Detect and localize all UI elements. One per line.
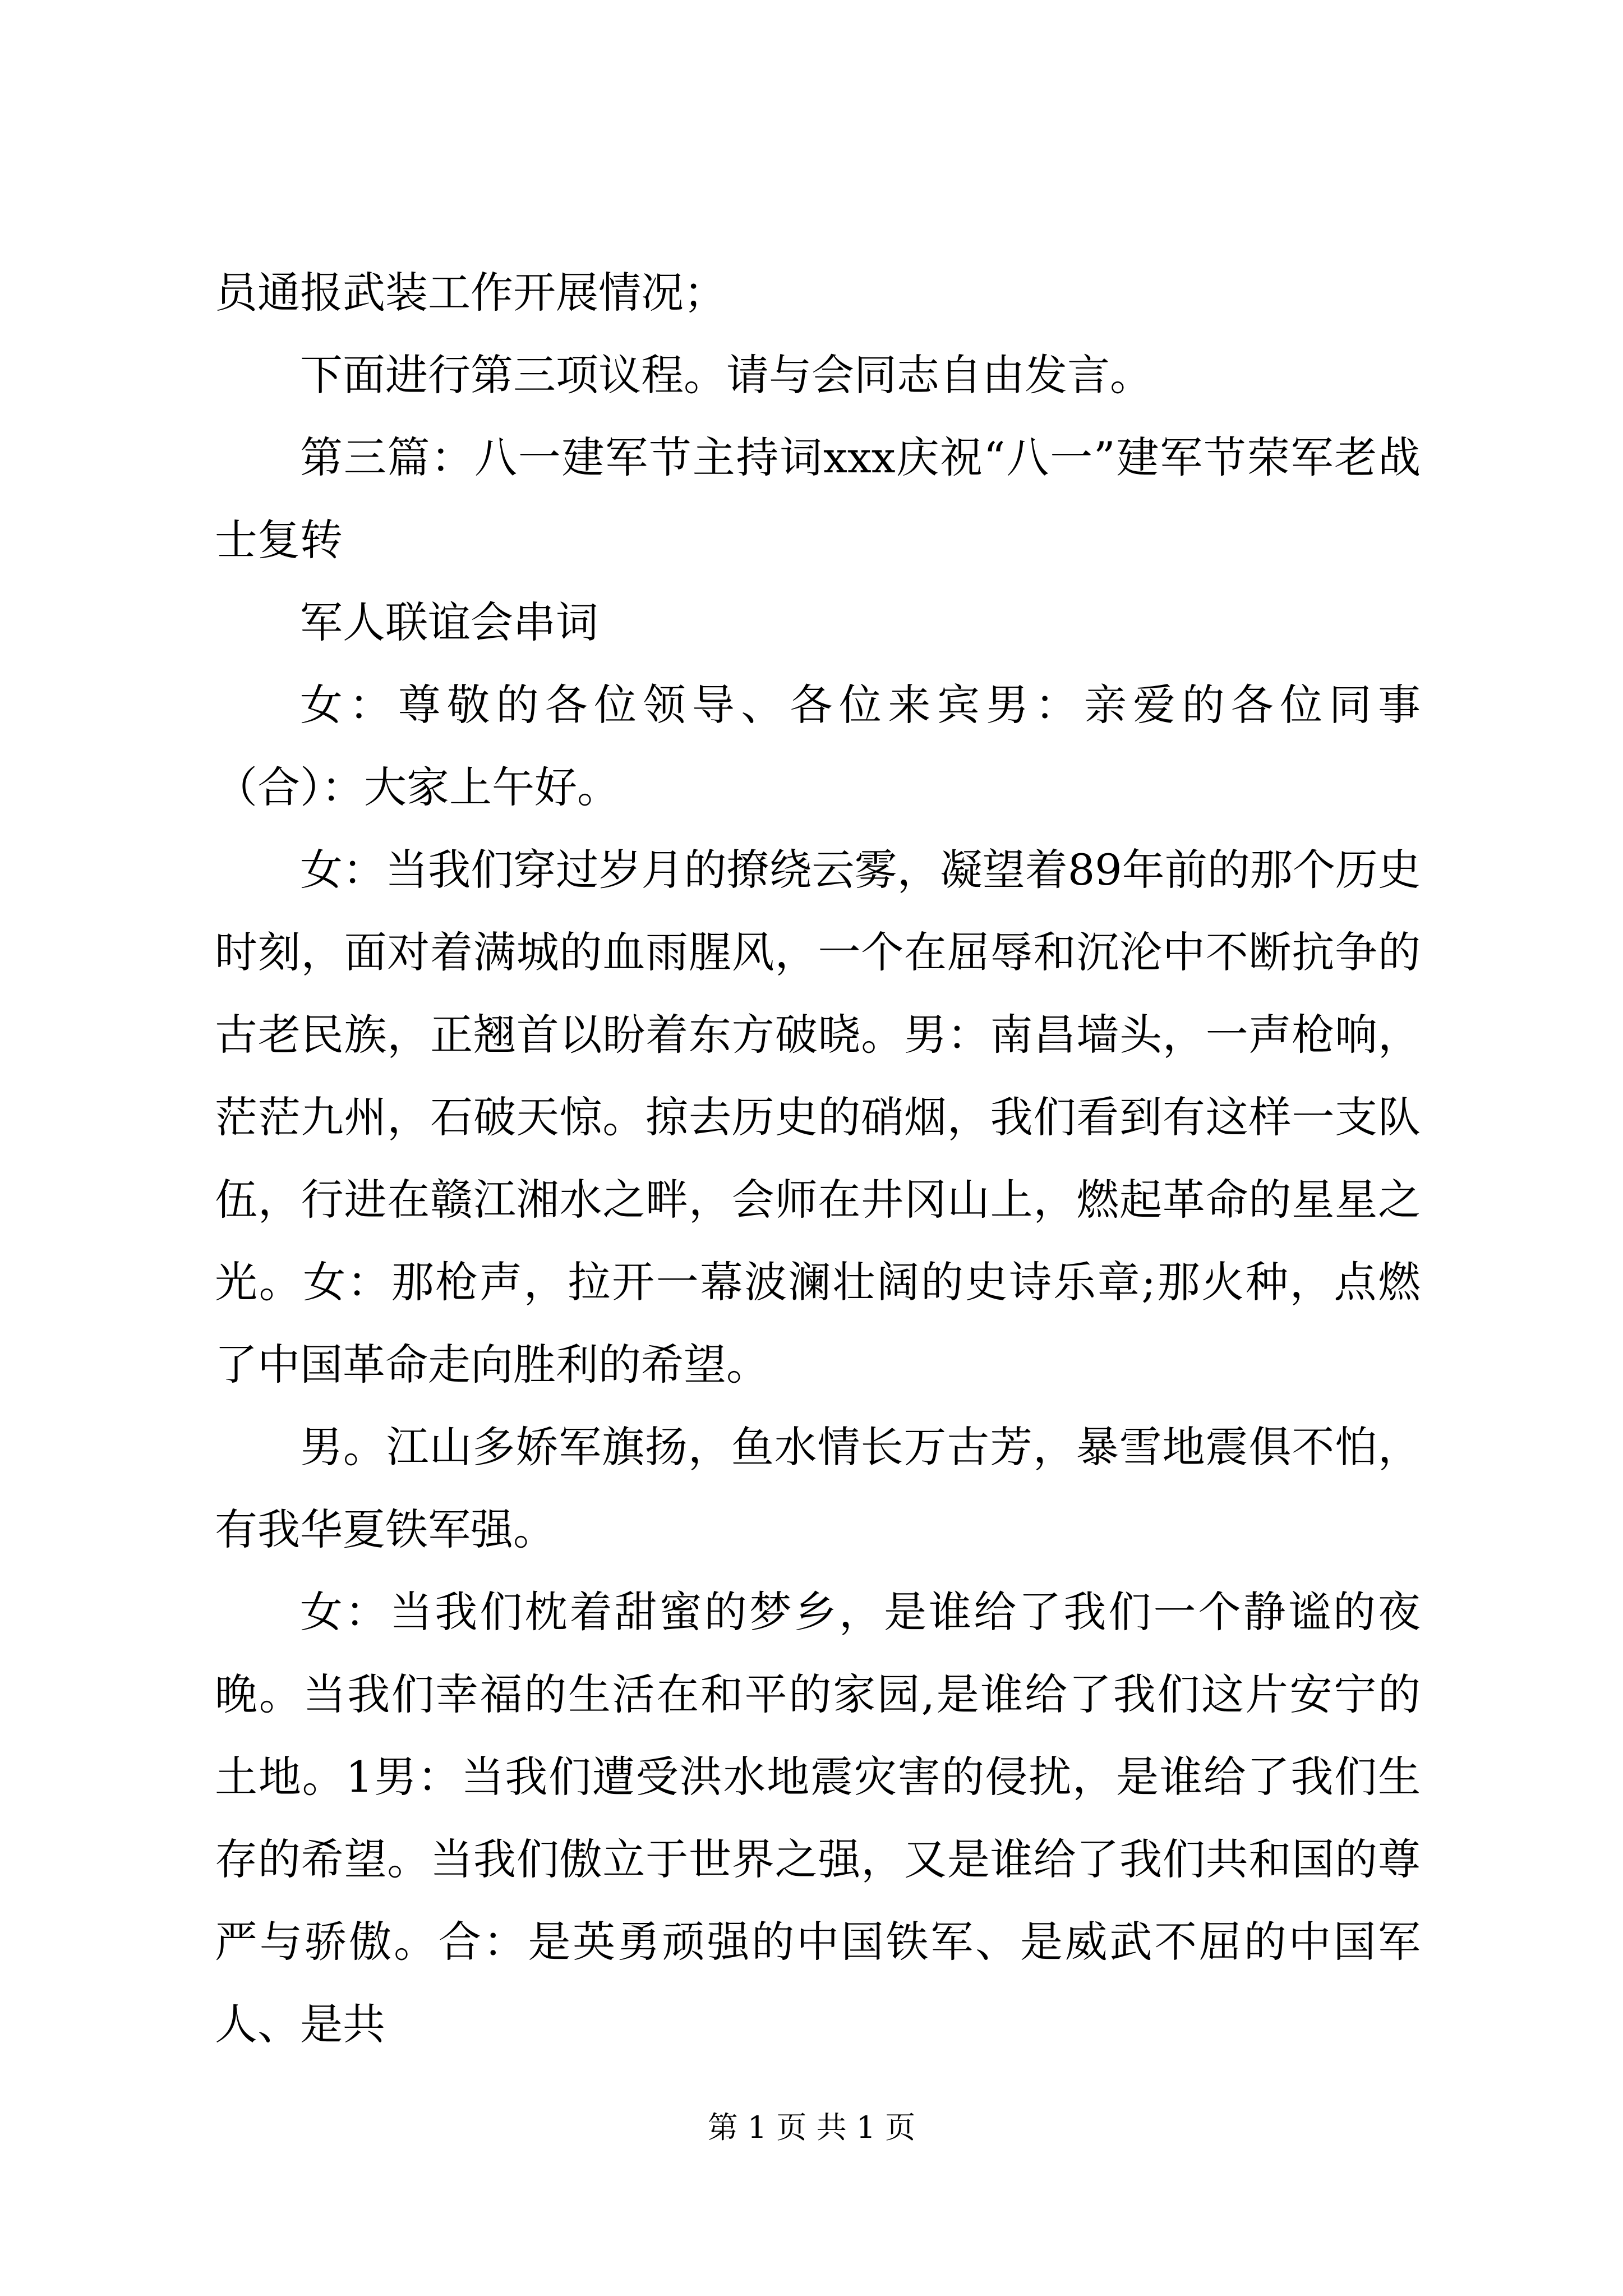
document-body xyxy=(215,251,1421,2065)
paragraph-5: 女：尊敬的各位领导、各位来宾男：亲爱的各位同事（合）：大家上午好。 xyxy=(215,680,1421,812)
page-footer: 第 1 页 共 1 页 xyxy=(707,2110,916,2145)
paragraph-7: 男。江山多娇军旗扬，鱼水情长万古芳，暴雪地震俱不怕，有我华夏铁军强。 xyxy=(215,1422,1421,1554)
paragraph-3: 第三篇：八一建军节主持词xxx庆祝“八一”建军节荣军老战士复转 xyxy=(215,432,1421,565)
paragraph-8: 女：当我们枕着甜蜜的梦乡，是谁给了我们一个静谧的夜晚。当我们幸福的生活在和平的家园,是谁给了我们这片安宁的土地。1男：当我们遭受洪水地震灾害的侵扰，是谁给了我们生存的希望。当我们傲立于世界之强，又是谁给了我们共和国的尊严与骄傲。合：是英勇顽强的中国铁军、是威武不屈的中国军人、是共 xyxy=(215,1587,1421,2049)
paragraph-2: 下面进行第三项议程。请与会同志自由发言。 xyxy=(300,350,1152,400)
paragraph-6: 女：当我们穿过岁月的撩绕云雾，凝望着89年前的那个历史时刻，面对着满城的血雨腥风，一个在屈辱和沉沦中不断抗争的古老民族，正翘首以盼着东方破晓。男：南昌墙头，一声枪响，茫茫九州，石破天惊。掠去历史的硝烟，我们看到有这样一支队伍，行进在赣江湘水之畔，会师在井冈山上，燃起革命的星星之光。女：那枪声，拉开一幕波澜壮阔的史诗乐章;那火种，点燃了中国革命走向胜利的希望。 xyxy=(215,845,1421,1389)
paragraph-4: 军人联谊会串词 xyxy=(300,597,598,647)
paragraph-1: 员通报武装工作开展情况； xyxy=(215,268,726,318)
